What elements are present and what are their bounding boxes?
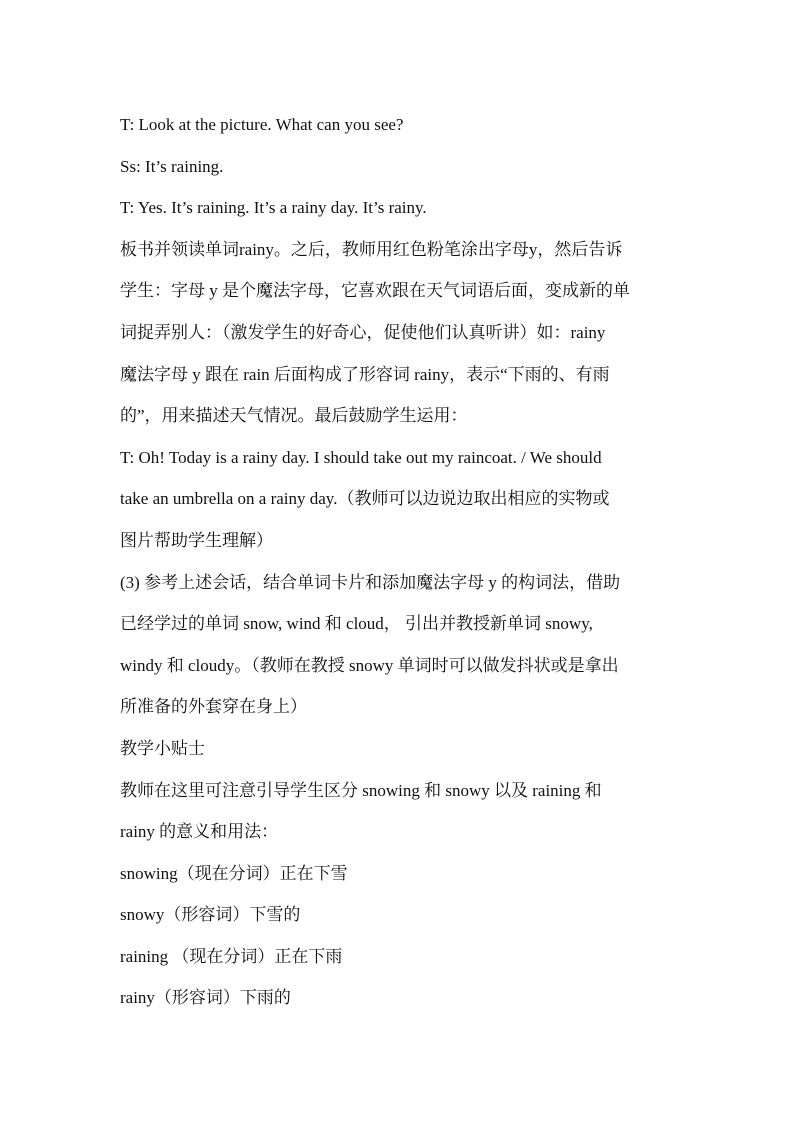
vocab-line: raining （现在分词）正在下雨 <box>120 946 343 966</box>
paragraph-line: 魔法字母 y 跟在 rain 后面构成了形容词 rainy，表示“下雨的、有雨 <box>120 364 610 384</box>
paragraph-line: 学生：字母 y 是个魔法字母，它喜欢跟在天气词语后面，变成新的单 <box>120 281 630 301</box>
document-body <box>120 104 676 1019</box>
paragraph-line: (3) 参考上述会话，结合单词卡片和添加魔法字母 y 的构词法，借助 <box>120 572 621 592</box>
paragraph-line: 教师在这里可注意引导学生区分 snowing 和 snowy 以及 raining 和 <box>120 780 602 800</box>
dialogue-line: take an umbrella on a rainy day.（教师可以边说边取出相应的实物或 <box>120 489 610 509</box>
vocab-line: snowy（形容词）下雪的 <box>120 905 301 925</box>
section-heading: 教学小贴士 <box>120 738 205 758</box>
paragraph-line: 的”，用来描述天气情况。最后鼓励学生运用： <box>120 406 468 426</box>
dialogue-line: T: Yes. It’s raining. It’s a rainy day. It’s rainy. <box>120 198 427 218</box>
dialogue-line: Ss: It’s raining. <box>120 156 224 176</box>
paragraph-line: 板书并领读单词rainy。之后，教师用红色粉笔涂出字母y，然后告诉 <box>120 239 623 259</box>
vocab-line: snowing（现在分词）正在下雪 <box>120 863 348 883</box>
paragraph-line: 已经学过的单词 snow, wind 和 cloud， 引出并教授新单词 snowy, <box>120 614 593 634</box>
paragraph-line: rainy 的意义和用法： <box>120 822 279 842</box>
paragraph-line: 图片帮助学生理解） <box>120 530 273 550</box>
dialogue-line: T: Oh! Today is a rainy day. I should take out my raincoat. / We should <box>120 447 602 467</box>
paragraph-line: 所准备的外套穿在身上） <box>120 697 307 717</box>
dialogue-line: T: Look at the picture. What can you see? <box>120 115 404 134</box>
paragraph-line: 词捉弄别人：（激发学生的好奇心，促使他们认真听讲）如：rainy <box>120 322 606 342</box>
vocab-line: rainy（形容词）下雨的 <box>120 988 291 1008</box>
paragraph-line: windy 和 cloudy。（教师在教授 snowy 单词时可以做发抖状或是拿出 <box>120 655 619 675</box>
